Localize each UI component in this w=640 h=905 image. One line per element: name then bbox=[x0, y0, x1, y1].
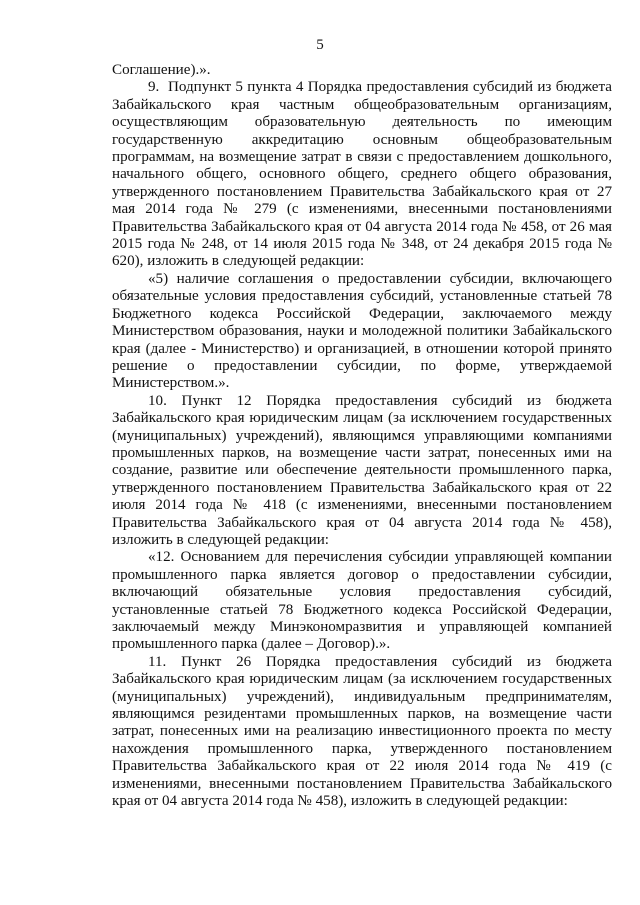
paragraph-item-9: 9. Подпункт 5 пункта 4 Порядка предоставления субсидий из бюджета Забайкальского края частным общеобразовательным организациям, осуществляющим образовательную деятельность по имеющим государственную аккредитацию основным общеобразовательным программам, на возмещение затрат в связи с предоставлением дошкольного, начального общего, основного общего, среднего общего образования, утвержденного постановлением Правительства Забайкальского края от 27 мая 2014 года № 279 (с изменениями, внесенными постановлениями Правительства Забайкальского края от 04 августа 2014 года № 458, от 26 мая 2015 года № 248, от 14 июля 2015 года № 348, от 24 декабря 2015 года № 620), изложить в следующей редакции: bbox=[112, 79, 612, 270]
paragraph-quote-item-12: «12. Основанием для перечисления субсидии управляющей компании промышленного парка является договор о предоставлении субсидии, включающий обязательные условия предоставления субсидий, установленные статьей 78 Бюджетного кодекса Российской Федерации, заключаемый между Минэкономразвития и управляющей компанией промышленного парка (далее – Договор).». bbox=[112, 549, 612, 653]
paragraph-agreement-end: Соглашение).». bbox=[112, 62, 211, 78]
document-body bbox=[112, 62, 612, 810]
page-number: 5 bbox=[316, 37, 324, 53]
paragraph-quote-subitem-5: «5) наличие соглашения о предоставлении субсидии, включающего обязательные условия предоставления субсидий, установленные статьей 78 Бюджетного кодекса Российской Федерации, заключаемого между Министерством образования, науки и молодежной политики Забайкальского края (далее - Министерство) и организацией, в отношении которой принято решение о предоставлении субсидии, по форме, утверждаемой Министерством.». bbox=[112, 270, 612, 392]
paragraph-item-10: 10. Пункт 12 Порядка предоставления субсидий из бюджета Забайкальского края юридическим лицам (за исключением государственных (муниципальных) учреждений), являющимся управляющими компаниями промышленных парков, на возмещение части затрат, понесенных ими на создание, развитие или обеспечение деятельности промышленного парка, утвержденного постановлением Правительства Забайкальского края от 22 июля 2014 года № 418 (с изменениями, внесенными постановлением Правительства Забайкальского края от 04 августа 2014 года № 458), изложить в следующей редакции: bbox=[112, 392, 612, 548]
paragraph-item-11: 11. Пункт 26 Порядка предоставления субсидий из бюджета Забайкальского края юридическим лицам (за исключением государственных (муниципальных) учреждений), индивидуальным предпринимателям, являющимся резидентами промышленных парков, на возмещение части затрат, понесенных ими на реализацию инвестиционного проекта по месту нахождения промышленного парка, утвержденного постановлением Правительства Забайкальского края от 22 июля 2014 года № 419 (с изменениями, внесенными постановлением Правительства Забайкальского края от 04 августа 2014 года № 458), изложить в следующей редакции: bbox=[112, 653, 612, 810]
